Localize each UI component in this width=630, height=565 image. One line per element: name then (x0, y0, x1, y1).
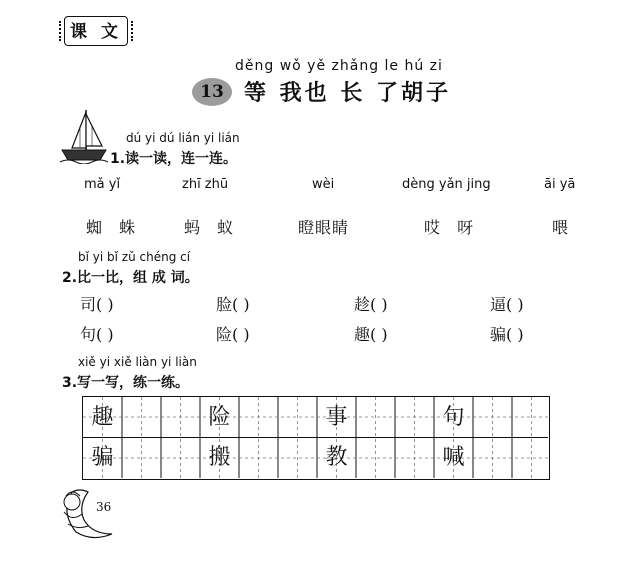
q2-compare-item: 句( ) (80, 325, 114, 344)
grid-char: 句 (442, 405, 465, 430)
q2-compare-item: 司( ) (80, 295, 114, 314)
q1-pinyin-word: āi yā (544, 177, 576, 192)
q1-pinyin-word: dèng yǎn jing (402, 177, 491, 192)
q3-label: 3.写一写，练一练。 (62, 375, 190, 391)
grid-char: 险 (208, 405, 231, 430)
q2-compare-item: 骗( ) (490, 325, 524, 344)
grid-char: 教 (325, 445, 348, 470)
q1-pinyin-word: zhī zhū (182, 177, 229, 192)
grid-lines (83, 397, 548, 478)
q1-hanzi-word: 喂 (552, 218, 575, 237)
q2-pinyin: bǐ yi bǐ zǔ chéng cí (78, 250, 191, 264)
sailboat-icon (58, 106, 110, 164)
q2-compare-item: 脸( ) (216, 295, 250, 314)
q1-pinyin: dú yi dú lián yi lián (126, 131, 240, 145)
grid-char: 趣 (91, 405, 114, 430)
grid-char: 搬 (208, 445, 231, 470)
q1-hanzi-word: 哎 呀 (424, 218, 480, 237)
lesson-title: 等 我也 长 了胡子 (244, 80, 451, 106)
q1-label: 1.读一读，连一连。 (110, 151, 238, 167)
q1-hanzi-word: 瞪眼睛 (298, 218, 350, 237)
q2-compare-item: 逼( ) (490, 295, 524, 314)
grid-char: 喊 (442, 445, 465, 470)
q2-compare-item: 险( ) (216, 325, 250, 344)
q3-pinyin: xiě yi xiě liàn yi liàn (78, 355, 197, 369)
q2-compare-item: 趣( ) (354, 325, 388, 344)
title-pinyin: děng wǒ yě zhǎng le hú zi (235, 58, 443, 74)
grid-char: 事 (325, 405, 348, 430)
page-number: 36 (96, 500, 112, 514)
q2-compare-item: 趁( ) (354, 295, 388, 314)
q1-hanzi-word: 蚂 蚁 (184, 218, 240, 237)
section-tag: 课 文 (64, 16, 128, 46)
q2-label: 2.比一比，组 成 词。 (62, 270, 199, 286)
moon-child-icon (52, 482, 124, 544)
writing-grid (82, 396, 550, 480)
grid-char: 骗 (91, 445, 114, 470)
q1-pinyin-word: wèi (312, 177, 335, 192)
q1-pinyin-word: mǎ yǐ (84, 177, 121, 192)
q1-hanzi-word: 蜘 蛛 (86, 218, 142, 237)
lesson-number: 13 (192, 78, 232, 106)
